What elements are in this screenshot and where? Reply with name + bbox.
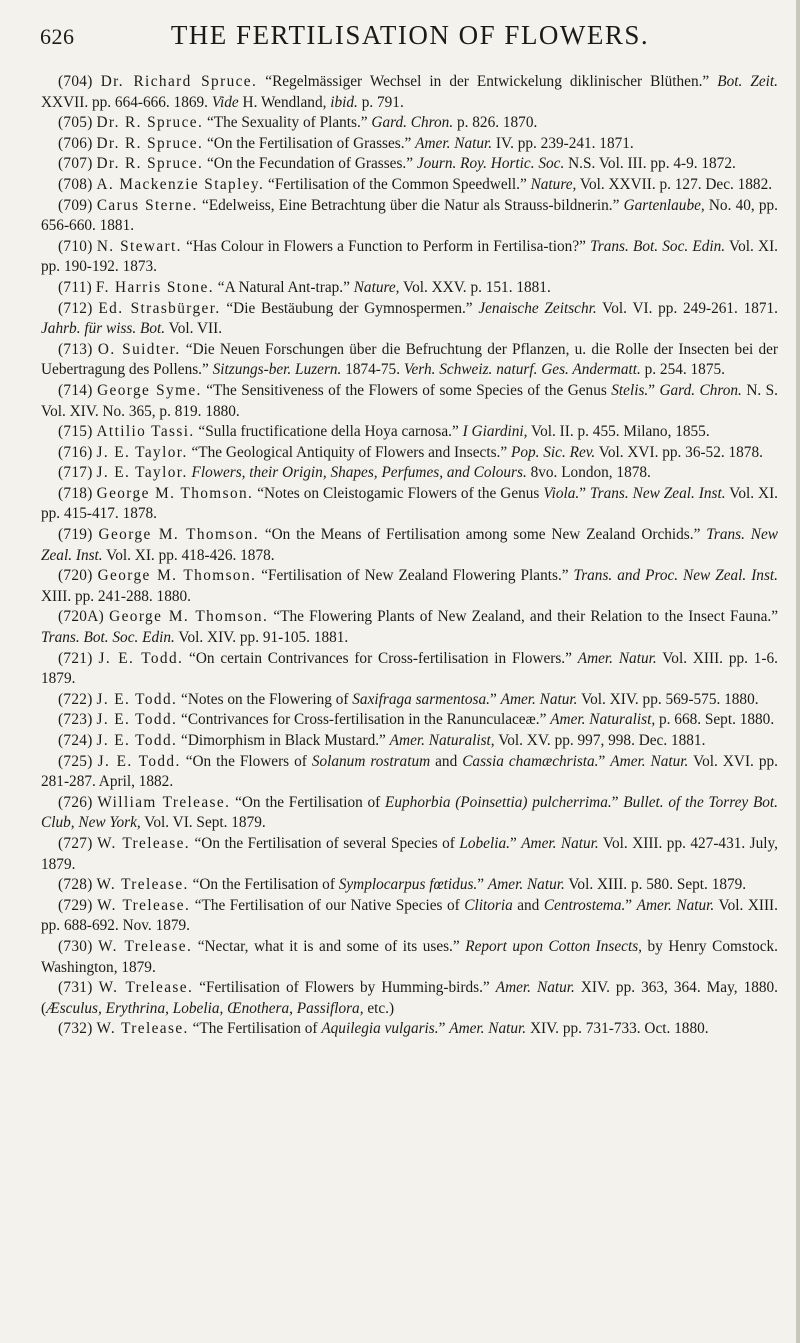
reference-entry	[41, 72, 778, 113]
entry-text: Vol. XI. pp. 190-192. 1873.	[41, 237, 779, 276]
publication-title: Amer. Natur.	[495, 979, 575, 997]
author-name: O. Suidter.	[97, 340, 181, 358]
entry-text: “Nectar, what it is and some of its uses.”	[192, 937, 466, 955]
reference-list	[41, 72, 778, 1040]
reference-entry	[41, 237, 778, 278]
publication-title: Trans. Bot. Soc. Edin.	[41, 629, 175, 647]
reference-entry	[41, 690, 778, 711]
entry-text: “Has Colour in Flowers a Function to Perform in Fertilisa-tion?”	[181, 237, 591, 255]
entry-text: and	[430, 752, 463, 770]
entry-number: (720)	[58, 567, 93, 585]
author-name: A. Mackenzie Stapley.	[96, 175, 265, 193]
entry-text: “The Sensitiveness of the Flowers of some Species of the Genus	[201, 381, 612, 399]
entry-number: (719)	[58, 526, 93, 544]
entry-text: 1874-75.	[341, 361, 404, 379]
author-name: N. Stewart.	[96, 237, 182, 255]
entry-text: “On the Fecundation of Grasses.”	[203, 155, 417, 173]
running-title: THE FERTILISATION OF FLOWERS.	[170, 20, 650, 50]
publication-title: Viola.	[543, 484, 580, 502]
entry-text: etc.)	[363, 999, 395, 1017]
entry-text: 8vo. London, 1878.	[526, 464, 651, 482]
entry-text: “Edelweiss, Eine Betrachtung über die Natur als Strauss-bildnerin.”	[197, 196, 624, 214]
entry-text: “Fertilisation of Flowers by Humming-birds.”	[193, 979, 496, 997]
page-edge-shadow	[796, 0, 800, 1343]
entry-text: “Dimorphism in Black Mustard.”	[177, 732, 390, 749]
entry-text: ”	[598, 752, 611, 770]
author-name: Attilio Tassi.	[96, 423, 195, 441]
entry-number: (704)	[58, 73, 93, 90]
reference-entry	[41, 937, 778, 978]
author-name: George M. Thomson.	[109, 608, 269, 626]
entry-text: by Henry Comstock. Washington, 1879.	[41, 937, 778, 976]
page-number: 626	[40, 24, 75, 49]
entry-number: (714)	[58, 381, 93, 399]
entry-text: H. Wendland,	[238, 93, 331, 111]
publication-title: Trans. New Zeal. Inst.	[589, 484, 726, 502]
entry-number: (730)	[58, 937, 93, 955]
publication-title: Trans. and Proc. New Zeal. Inst.	[573, 567, 778, 585]
author-name: W. Trelease.	[97, 834, 191, 852]
author-name: Dr. R. Spruce.	[96, 114, 204, 132]
reference-entry	[41, 113, 778, 134]
publication-title: Amer. Naturalist,	[389, 732, 495, 749]
reference-entry	[41, 422, 778, 443]
author-name: W. Trelease.	[96, 876, 189, 894]
publication-title: Pop. Sic. Rev.	[510, 443, 596, 461]
author-name: W. Trelease.	[97, 896, 191, 914]
entry-number: (717)	[58, 464, 93, 482]
reference-entry	[41, 278, 778, 299]
author-name: Dr. R. Spruce.	[96, 155, 204, 173]
entry-text: “The Fertilisation of our Native Species of	[190, 896, 465, 914]
entry-number: (721)	[58, 649, 93, 667]
entry-text: “Fertilisation of the Common Speedwell.”	[264, 175, 531, 193]
author-name: George M. Thomson.	[98, 526, 259, 544]
entry-number: (720A)	[58, 608, 104, 626]
entry-text: “On the Fertilisation of	[230, 793, 386, 811]
publication-title: Amer. Natur.	[449, 1020, 527, 1038]
entry-text: Vol. XXV. p. 151. 1881.	[399, 278, 551, 296]
entry-text: p. 791.	[357, 93, 404, 111]
reference-entry	[41, 154, 778, 175]
publication-title: Amer. Natur.	[636, 896, 715, 914]
author-name: Ed. Strasbürger.	[98, 299, 221, 317]
entry-text: ”	[579, 484, 590, 502]
entry-text: p. 826. 1870.	[453, 114, 538, 132]
publication-title: Report upon Cotton Insects,	[465, 937, 642, 955]
entry-text: N.S. Vol. III. pp. 4-9. 1872.	[564, 155, 736, 173]
entry-text: Vol. XI. pp. 418-426. 1878.	[102, 546, 275, 564]
entry-text: XIII. pp. 241-288. 1880.	[41, 587, 191, 605]
entry-text: “Notes on Cleistogamic Flowers of the Genus	[253, 484, 544, 502]
publication-title: I Giardini,	[462, 423, 528, 441]
entry-number: (710)	[58, 237, 93, 255]
entry-text: ”	[611, 793, 624, 811]
entry-number: (711)	[58, 278, 93, 296]
reference-entry	[41, 875, 778, 896]
publication-title: Trans. New Zeal. Inst.	[41, 526, 778, 564]
entry-text: Vol. XV. pp. 997, 998. Dec. 1881.	[494, 732, 706, 749]
entry-text: ”	[438, 1020, 450, 1038]
entry-text: “Sulla fructificatione della Hoya carnosa.”	[194, 423, 463, 441]
entry-number: (713)	[58, 340, 93, 358]
entry-text: “Die Bestäubung der Gymnospermen.”	[220, 299, 479, 317]
entry-text: “Contrivances for Cross-fertilisation in the Ranunculaceæ.”	[177, 711, 551, 729]
publication-title: Flowers, their Origin, Shapes, Perfumes, and Colours.	[191, 464, 527, 482]
entry-text: Vol. XVI. pp. 281-287. April, 1882.	[41, 752, 778, 791]
publication-title: Saxifraga sarmentosa.	[352, 690, 490, 708]
author-name: W. Trelease.	[98, 979, 194, 997]
reference-entry	[41, 175, 778, 196]
entry-number: (731)	[58, 979, 93, 997]
entry-text: Vol. XXVII. p. 127. Dec. 1882.	[576, 175, 773, 193]
entry-text: Vol. XI. pp. 415-417. 1878.	[41, 484, 778, 523]
author-name: George M. Thomson.	[96, 484, 254, 502]
entry-number: (712)	[58, 299, 93, 317]
entry-text: “On the Fertilisation of several Species of	[190, 834, 460, 852]
publication-title: Vide	[211, 93, 239, 111]
author-name: George M. Thomson.	[97, 567, 257, 585]
entry-text: ”	[648, 381, 660, 399]
entry-text: Vol. VI. Sept. 1879.	[140, 814, 266, 832]
entry-number: (709)	[58, 196, 93, 214]
entry-text: “The Flowering Plants of New Zealand, and their Relation to the Insect Fauna.”	[268, 608, 778, 626]
entry-text: XIV. pp. 363, 364. May, 1880. (	[41, 979, 778, 1017]
entry-text: p. 254. 1875.	[640, 361, 725, 379]
publication-title: Euphorbia (Poinsettia) pulcherrima.	[385, 793, 612, 811]
publication-title: Clitoria	[464, 896, 513, 914]
entry-text: Vol. XIV. pp. 569-575. 1880.	[577, 690, 759, 708]
publication-title: Amer. Natur.	[487, 876, 565, 894]
author-name: J. E. Todd.	[98, 649, 184, 667]
entry-number: (705)	[58, 114, 93, 132]
entry-text: Vol. XIV. pp. 91-105. 1881.	[174, 629, 349, 647]
entry-number: (732)	[58, 1020, 93, 1038]
publication-title: Gard. Chron.	[659, 381, 742, 399]
author-name: J. E. Todd.	[96, 690, 178, 708]
publication-title: Solanum rostratum	[311, 752, 431, 770]
entry-text: “Die Neuen Forschungen über die Befruchtung der Pflanzen, u. die Rolle der Insecten bei der Uebertragung des Pollens.”	[41, 340, 779, 379]
entry-text: ”	[477, 876, 488, 894]
author-name: Carus Sterne.	[96, 196, 198, 214]
entry-number: (707)	[58, 155, 93, 173]
entry-text: “The Fertilisation of	[188, 1020, 322, 1038]
reference-entry	[41, 525, 778, 566]
reference-entry	[41, 607, 778, 648]
publication-title: Gartenlaube,	[623, 196, 705, 214]
entry-number: (727)	[58, 834, 93, 852]
entry-text: Vol. VI. pp. 249-261. 1871.	[596, 299, 779, 317]
reference-entry	[41, 443, 778, 464]
entry-text: XXVII. pp. 664-666. 1869.	[41, 93, 212, 111]
entry-number: (728)	[58, 876, 93, 894]
entry-text: XIV. pp. 731-733. Oct. 1880.	[526, 1020, 709, 1038]
entry-number: (716)	[58, 443, 93, 461]
entry-number: (726)	[58, 793, 93, 811]
entry-text: Vol. XVI. pp. 36-52. 1878.	[595, 443, 763, 461]
publication-title: Jahrb. für wiss. Bot.	[41, 320, 166, 338]
publication-title: Stelis.	[611, 381, 649, 399]
reference-entry	[41, 834, 778, 875]
entry-text: p. 668. Sept. 1880.	[655, 711, 775, 729]
entry-text: Vol. XIII. pp. 688-692. Nov. 1879.	[41, 896, 778, 935]
entry-text: “The Geological Antiquity of Flowers and Insects.”	[187, 443, 511, 461]
publication-title: Amer. Naturalist,	[550, 711, 656, 729]
entry-number: (715)	[58, 423, 93, 441]
publication-title: Æsculus, Erythrina, Lobelia, Œnothera, Passiflora,	[46, 999, 364, 1017]
publication-title: Nature,	[353, 278, 400, 296]
entry-number: (729)	[58, 896, 93, 914]
publication-title: Cassia chamæchrista.	[462, 752, 599, 770]
entry-text: ”	[625, 896, 637, 914]
publication-title: Amer. Natur.	[415, 134, 493, 152]
publication-title: Jenaische Zeitschr.	[478, 299, 597, 317]
entry-number: (718)	[58, 484, 93, 502]
entry-text: No. 40, pp. 656-660. 1881.	[41, 196, 778, 235]
entry-text: Vol. XIII. p. 580. Sept. 1879.	[564, 876, 747, 894]
publication-title: Gard. Chron.	[371, 114, 454, 132]
author-name: Dr. Richard Spruce.	[100, 73, 258, 90]
entry-text: ”	[489, 690, 501, 708]
publication-title: Lobelia.	[459, 834, 510, 852]
entry-text: “A Natural Ant-trap.”	[213, 278, 354, 296]
reference-entry	[41, 752, 778, 793]
entry-text: “On the Fertilisation of Grasses.”	[203, 134, 416, 152]
entry-text: N. S. Vol. XIV. No. 365, p. 819. 1880.	[41, 381, 778, 420]
entry-text: ”	[509, 834, 522, 852]
author-name: W. Trelease.	[98, 937, 193, 955]
entry-number: (724)	[58, 732, 93, 749]
publication-title: Trans. Bot. Soc. Edin.	[590, 237, 726, 255]
reference-entry	[41, 896, 778, 937]
author-name: J. E. Todd.	[97, 752, 181, 770]
entry-text: “Regelmässiger Wechsel in der Entwickelung diklinischer Blüthen.”	[257, 73, 718, 90]
entry-text: “On certain Contrivances for Cross-fertilisation in Flowers.”	[183, 649, 578, 667]
publication-title: ibid.	[330, 93, 358, 111]
entry-text: Vol. II. p. 455. Milano, 1855.	[527, 423, 710, 441]
reference-entry	[41, 649, 778, 690]
reference-entry	[41, 710, 778, 731]
entry-number: (723)	[58, 711, 93, 729]
publication-title: Nature,	[530, 175, 577, 193]
publication-title: Sitzungs-ber. Luzern.	[212, 361, 342, 379]
entry-text: Vol. XIII. pp. 1-6. 1879.	[41, 649, 778, 688]
entry-text: “On the Fertilisation of	[188, 876, 339, 894]
entry-text: Vol. VII.	[165, 320, 223, 338]
publication-title: Bot. Zeit.	[717, 73, 778, 90]
publication-title: Amer. Natur.	[577, 649, 657, 667]
publication-title: Journ. Roy. Hortic. Soc.	[416, 155, 565, 173]
reference-entry	[41, 978, 778, 1019]
publication-title: Amer. Natur.	[521, 834, 599, 852]
reference-entry	[41, 731, 778, 752]
author-name: J. E. Taylor.	[96, 443, 188, 461]
reference-entry	[41, 340, 778, 381]
publication-title: Amer. Natur.	[500, 690, 578, 708]
entry-number: (706)	[58, 134, 93, 152]
reference-entry	[41, 1019, 778, 1040]
author-name: F. Harris Stone.	[95, 278, 214, 296]
author-name: Dr. R. Spruce.	[96, 134, 204, 152]
reference-entry	[41, 484, 778, 525]
publication-title: Bullet. of the Torrey Bot. Club, New York,	[41, 793, 779, 832]
reference-entry	[41, 463, 778, 484]
entry-text: “The Sexuality of Plants.”	[203, 114, 372, 132]
entry-text: IV. pp. 239-241. 1871.	[492, 134, 634, 152]
author-name: J. E. Todd.	[96, 732, 178, 749]
publication-title: Aquilegia vulgaris.	[321, 1020, 439, 1038]
reference-entry	[41, 566, 778, 607]
entry-text: “Notes on the Flowering of	[177, 690, 353, 708]
author-name: George Syme.	[97, 381, 202, 399]
author-name: J. E. Taylor.	[96, 464, 188, 482]
entry-text: and	[512, 896, 544, 914]
entry-text: “On the Flowers of	[180, 752, 312, 770]
entry-number: (708)	[58, 175, 93, 193]
entry-text: “On the Means of Fertilisation among some New Zealand Orchids.”	[258, 526, 707, 544]
publication-title: Centrostema.	[543, 896, 626, 914]
author-name: J. E. Todd.	[96, 711, 178, 729]
reference-entry	[41, 381, 778, 422]
publication-title: Verh. Schweiz. naturf. Ges. Andermatt.	[403, 361, 641, 379]
reference-entry	[41, 196, 778, 237]
reference-entry	[41, 299, 778, 340]
reference-entry	[41, 134, 778, 155]
entry-number: (725)	[58, 752, 93, 770]
entry-number: (722)	[58, 690, 93, 708]
page-header	[40, 20, 780, 56]
author-name: W. Trelease.	[96, 1020, 189, 1038]
entry-text: Vol. XIII. pp. 427-431. July, 1879.	[41, 834, 778, 873]
publication-title: Symplocarpus fœtidus.	[338, 876, 478, 894]
reference-entry	[41, 793, 778, 834]
publication-title: Amer. Natur.	[610, 752, 689, 770]
author-name: William Trelease.	[97, 793, 231, 811]
entry-text: “Fertilisation of New Zealand Flowering Plants.”	[256, 567, 574, 585]
